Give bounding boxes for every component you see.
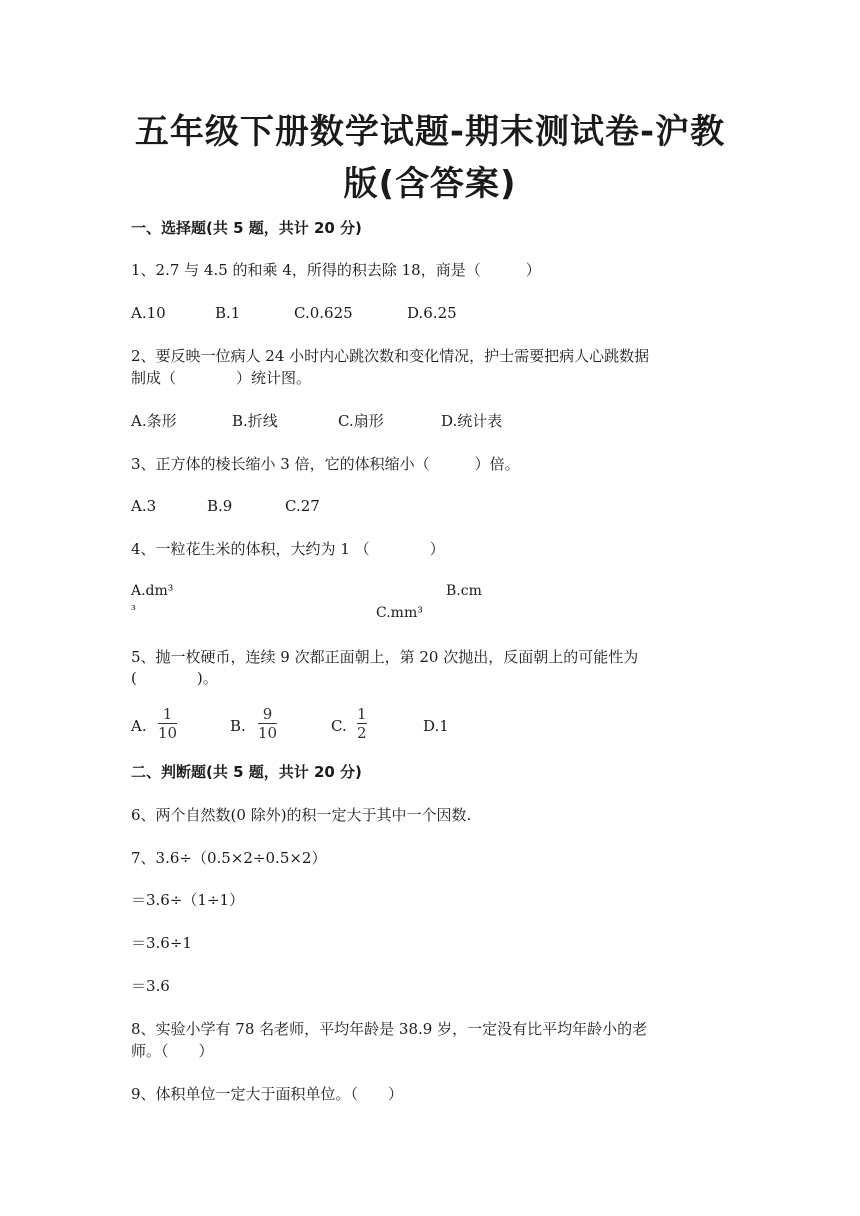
section-2-heading: 二、判断题(共 5 题，共计 20 分)	[131, 763, 362, 781]
title-line-1: 五年级下册数学试题-期末测试卷-沪教	[134, 112, 726, 152]
q1-option-a: A.10	[131, 304, 166, 322]
q2-option-d: D.统计表	[441, 412, 503, 430]
question-5-line-2: ( )。	[131, 669, 218, 687]
q3-option-c: C.27	[285, 497, 320, 515]
q4-option-c: C.mm³	[376, 605, 423, 621]
q2-option-a: A.条形	[131, 412, 177, 430]
fraction-denominator: 10	[258, 724, 278, 742]
fraction-denominator: 10	[158, 724, 178, 742]
q3-option-b: B.9	[207, 497, 233, 515]
q5-option-b: B.	[230, 717, 246, 735]
question-7-line-2: ＝3.6÷（1÷1）	[131, 891, 245, 909]
q2-option-b: B.折线	[232, 412, 278, 430]
question-5-line-1: 5、抛一枚硬币，连续 9 次都正面朝上，第 20 次抛出，反面朝上的可能性为	[131, 648, 639, 666]
question-9: 9、体积单位一定大于面积单位。（ ）	[131, 1085, 404, 1103]
q5-option-c: C.	[331, 717, 347, 735]
q5-fraction-a	[158, 706, 177, 741]
q5-fraction-c	[357, 706, 367, 741]
q4-option-b-superscript: ³	[131, 603, 136, 617]
fraction-numerator: 9	[262, 705, 273, 723]
q1-option-c: C.0.625	[294, 304, 353, 322]
fraction-numerator: 1	[162, 705, 173, 723]
q5-fraction-b	[258, 706, 277, 741]
q1-option-d: D.6.25	[407, 304, 457, 322]
question-1: 1、2.7 与 4.5 的和乘 4，所得的积去除 18，商是（ ）	[131, 261, 541, 279]
q4-option-b: B.cm	[446, 583, 482, 599]
question-8-line-2: 师。（ ）	[131, 1042, 214, 1060]
q5-option-a: A.	[131, 717, 147, 735]
question-3: 3、正方体的棱长缩小 3 倍，它的体积缩小（ ）倍。	[131, 455, 520, 473]
fraction-denominator: 2	[357, 724, 367, 742]
question-8-line-1: 8、实验小学有 78 名老师，平均年龄是 38.9 岁，一定没有比平均年龄小的老	[131, 1020, 648, 1038]
question-2-line-1: 2、要反映一位病人 24 小时内心跳次数和变化情况，护士需要把病人心跳数据	[131, 347, 650, 365]
q1-option-b: B.1	[215, 304, 241, 322]
question-2-line-2: 制成（ ）统计图。	[131, 369, 312, 387]
q5-option-d: D.1	[423, 717, 449, 735]
fraction-numerator: 1	[357, 705, 367, 723]
question-7-line-3: ＝3.6÷1	[131, 934, 192, 952]
q3-option-a: A.3	[131, 497, 157, 515]
q2-option-c: C.扇形	[338, 412, 384, 430]
exam-title	[60, 106, 800, 210]
section-1-heading: 一、选择题(共 5 题，共计 20 分)	[131, 219, 362, 237]
question-7-line-1: 7、3.6÷（0.5×2÷0.5×2）	[131, 849, 327, 867]
question-7-line-4: ＝3.6	[131, 977, 170, 995]
question-4: 4、一粒花生米的体积，大约为 1 （ ）	[131, 540, 445, 558]
title-line-2: 版(含答案)	[343, 164, 517, 204]
q4-option-a: A.dm³	[131, 583, 174, 599]
question-6: 6、两个自然数(0 除外)的积一定大于其中一个因数.	[131, 806, 472, 824]
